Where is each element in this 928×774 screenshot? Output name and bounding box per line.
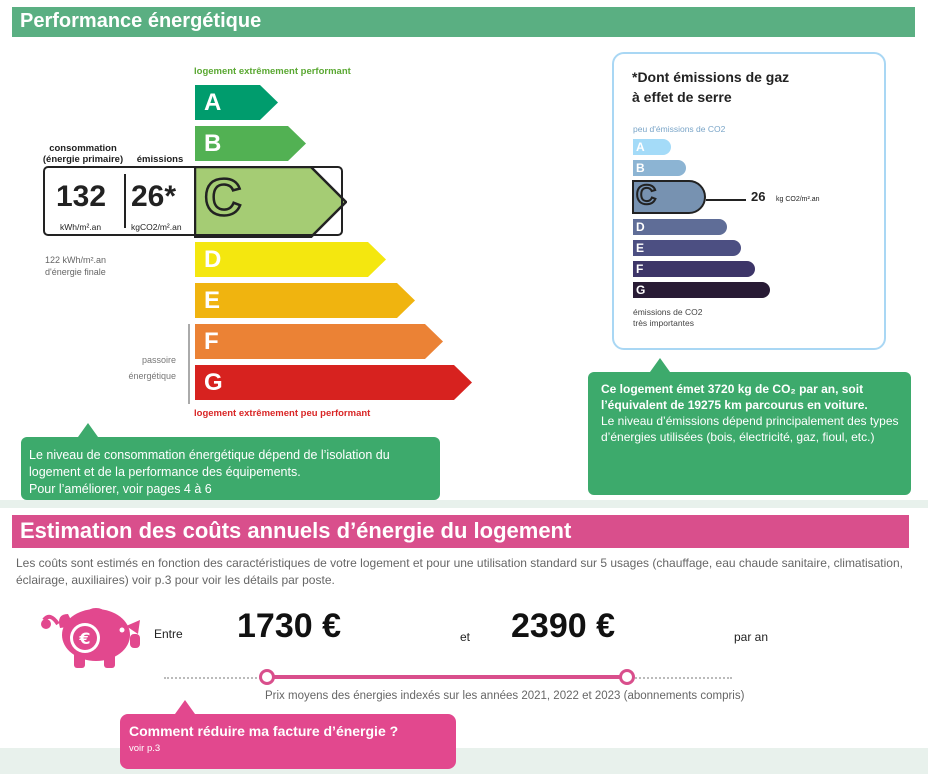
ges-class-g: [632, 281, 771, 299]
ges-title: *Dont émissions de gaz à effet de serre: [632, 69, 790, 105]
ges-class-letter: B: [636, 161, 645, 175]
energy-class-letter: A: [204, 89, 222, 116]
price-range-bar: [267, 675, 627, 679]
energy-section-title: Performance énergétique: [20, 10, 262, 32]
emissions-header: émissions: [136, 154, 184, 165]
reduce-bill-title: Comment réduire ma facture d’énergie ?: [129, 723, 399, 739]
energy-class-letter: B: [204, 130, 222, 157]
emissions-value: 26*: [131, 180, 177, 213]
energy-note-text: Le niveau de consommation énergétique dépend de l’isolation du logement et de la performance des équipements. Pour l’améliorer, voir pages 4 à 6: [29, 448, 390, 496]
energy-class-b: [194, 125, 307, 162]
max-price-marker: [619, 669, 635, 685]
energy-class-f: [194, 323, 444, 360]
ges-class-letter: F: [636, 262, 644, 276]
min-price: 1730 €: [237, 607, 341, 645]
note-pointer: [78, 423, 98, 437]
ges-pointer-line: [706, 199, 746, 201]
note-pointer: [650, 358, 670, 372]
between-label: Entre: [154, 627, 183, 641]
svg-text:€: €: [79, 629, 91, 648]
ges-class-letter: E: [636, 241, 645, 255]
ges-class-letter: C: [636, 179, 657, 210]
ges-class-letter: G: [636, 283, 646, 297]
ges-high-label: émissions de CO2 très importantes: [633, 307, 703, 328]
ges-info-note: [588, 372, 911, 495]
max-price: 2390 €: [511, 607, 615, 645]
and-label: et: [460, 630, 471, 644]
value-separator: [124, 174, 126, 228]
ges-note-bold: Ce logement émet 3720 kg de CO₂ par an, soit l’équivalent de 19275 km parcourus en voiture.: [601, 382, 868, 412]
emissions-unit: kgCO2/m².an: [131, 222, 182, 232]
ges-class-a: [632, 138, 672, 156]
ges-class-d: [632, 218, 728, 236]
passoire-bracket: [188, 324, 190, 404]
energy-class-e: [194, 282, 416, 319]
cost-section-title: Estimation des coûts annuels d’énergie du logement: [20, 518, 572, 543]
piggy-bank-icon: [40, 598, 146, 675]
ges-note-text: Le niveau d’émissions dépend principalement des types d’énergies utilisées (bois, électricité, gaz, fioul, etc.): [601, 414, 899, 444]
ges-class-c: [632, 180, 706, 214]
passoire-label: passoire énergétique: [128, 355, 176, 381]
ges-class-b: [632, 159, 687, 177]
ges-value: 26: [751, 189, 766, 204]
reduce-bill-link[interactable]: voir p.3: [129, 743, 161, 754]
final-energy-value: 122 kWh/m².an d'énergie finale: [45, 255, 107, 277]
min-price-marker: [259, 669, 275, 685]
energy-class-letter: C: [204, 169, 242, 227]
energy-class-letter: D: [204, 246, 222, 273]
energy-class-letter: E: [204, 287, 221, 314]
bottom-performance-label: logement extrêmement peu performant: [194, 408, 371, 419]
top-performance-label: logement extrêmement performant: [194, 66, 351, 77]
ges-low-label: peu d'émissions de CO2: [633, 124, 726, 134]
ges-class-e: [632, 239, 742, 257]
consumption-header: consommation (énergie primaire): [42, 143, 124, 165]
ges-class-letter: D: [636, 220, 645, 234]
cost-description: Les coûts sont estimés en fonction des caractéristiques de votre logement et pour une utilisation standard sur 5 usages (chauffage, eau chaude sanitaire, climatisation, éclairage, auxiliaires) voir p.3 pour voir les détails par poste.: [16, 556, 903, 587]
callout-pointer: [175, 700, 195, 714]
energy-class-letter: G: [204, 369, 223, 396]
energy-class-g: [194, 364, 473, 401]
cost-section-header: [12, 515, 909, 548]
ges-class-letter: A: [636, 140, 645, 154]
per-year-label: par an: [734, 630, 769, 644]
prices-note: Prix moyens des énergies indexés sur les années 2021, 2022 et 2023 (abonnements compris): [265, 690, 745, 702]
consumption-unit: kWh/m².an: [60, 222, 102, 232]
energy-class-letter: F: [204, 328, 219, 355]
energy-class-a: [194, 84, 279, 121]
reduce-bill-callout[interactable]: [120, 714, 456, 769]
energy-section-header: [12, 7, 915, 37]
energy-class-d: [194, 241, 387, 278]
energy-info-note: [21, 437, 440, 500]
consumption-value: 132: [56, 180, 107, 213]
ges-class-f: [632, 260, 756, 278]
ges-unit: kg CO2/m².an: [776, 196, 820, 203]
